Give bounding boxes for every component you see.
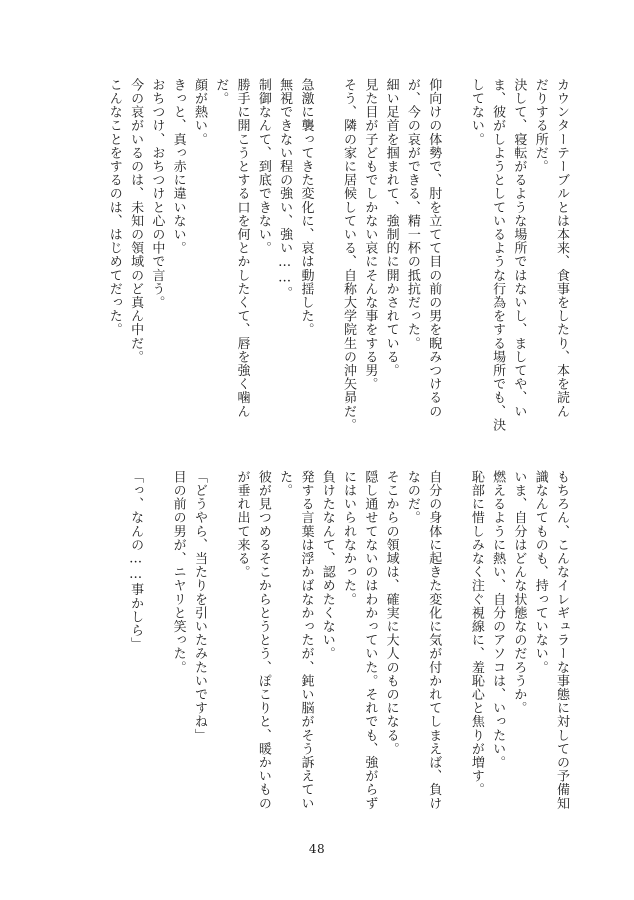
text-line: にはいられなかった。: [341, 470, 357, 606]
text-line: 細い足首を掴まれて、強制的に開かされている。: [383, 78, 399, 378]
text-line: た。: [277, 470, 293, 498]
text-line: 「どうやら、当たりを引いたみたいですね」: [191, 470, 207, 742]
text-line: 燃えるように熱い、自分のアソコは、いったい。: [490, 470, 506, 770]
page-number: 48: [308, 842, 326, 856]
text-line: 発する言葉は浮かばなかったが、鈍い脳がそう訴えてい: [298, 470, 314, 810]
text-line: 見た目が子どもでしかない哀にそんな事をする男。: [362, 78, 378, 391]
text-line: 隠し通せてないのはわかっていた。それでも、強がらず: [362, 470, 378, 810]
text-line: きっと、真っ赤に違いない。: [170, 78, 186, 255]
text-line: 識なんてものも、持っていない。: [532, 470, 548, 674]
text-line: だ。: [213, 78, 229, 106]
text-line: 仰向けの体勢で、肘を立てて目の前の男を睨みつけるの: [426, 78, 442, 418]
text-line: が、今の哀ができる、精一杯の抵抗だった。: [404, 78, 420, 350]
text-line: もちろん、こんなイレギュラーな事態に対しての予備知: [554, 470, 569, 810]
text-line: 勝手に開こうとする口を何とかしたくて、唇を強く噛ん: [234, 78, 250, 418]
text-line: 顔が熱い。: [191, 78, 207, 146]
text-line: なのだ。: [404, 470, 420, 525]
text-line: 彼が見つめるそこからとうとう、ぽこりと、暖かいもの: [255, 470, 271, 810]
text-line: 目の前の男が、ニヤリと笑った。: [170, 470, 186, 674]
text-line: 負けたなんて、認めたくない。: [319, 470, 335, 661]
text-line: してない。: [468, 78, 484, 146]
text-line: 「っ、なんの……事かしら」: [128, 470, 144, 651]
text-line: ま、彼がしようとしているような行為をする場所でも、決: [490, 78, 506, 432]
text-line: 今の哀がいるのは、未知の領域のど真ん中だ。: [128, 78, 144, 364]
text-line: そう、隣の家に居候している、自称大学院生の沖矢昴だ。: [341, 78, 357, 432]
text-line: 恥部に惜しみなく注ぐ視線に、羞恥心と焦りが増す。: [468, 470, 484, 797]
text-line: 無視できない程の強い、強い……。: [277, 78, 293, 300]
text-line: 決して、寝転がるような場所ではないし、ましてや、い: [511, 78, 527, 418]
text-line: だりする所だ。: [532, 78, 548, 174]
text-line: 制御なんて、到底できない。: [255, 78, 271, 255]
text-line: 自分の身体に起きた変化に気が付かれてしまえば、負け: [426, 470, 442, 810]
text-line: こんなことをするのは、はじめてだった。: [106, 78, 122, 337]
text-line: おちつけ、おちつけと心の中で言う。: [149, 78, 165, 310]
text-line: カウンターテーブルとは本来、食事をしたり、本を読ん: [554, 78, 569, 418]
text-line: 急激に襲ってきた変化に、哀は動揺した。: [298, 78, 314, 337]
text-line: いま、自分はどんな状態なのだろうか。: [511, 470, 527, 715]
upper-text-block: [103, 78, 572, 458]
text-line: が垂れ出て来る。: [234, 470, 250, 579]
text-line: そこからの領域は、確実に大人のものになる。: [383, 470, 399, 756]
lower-text-block: [125, 470, 572, 850]
